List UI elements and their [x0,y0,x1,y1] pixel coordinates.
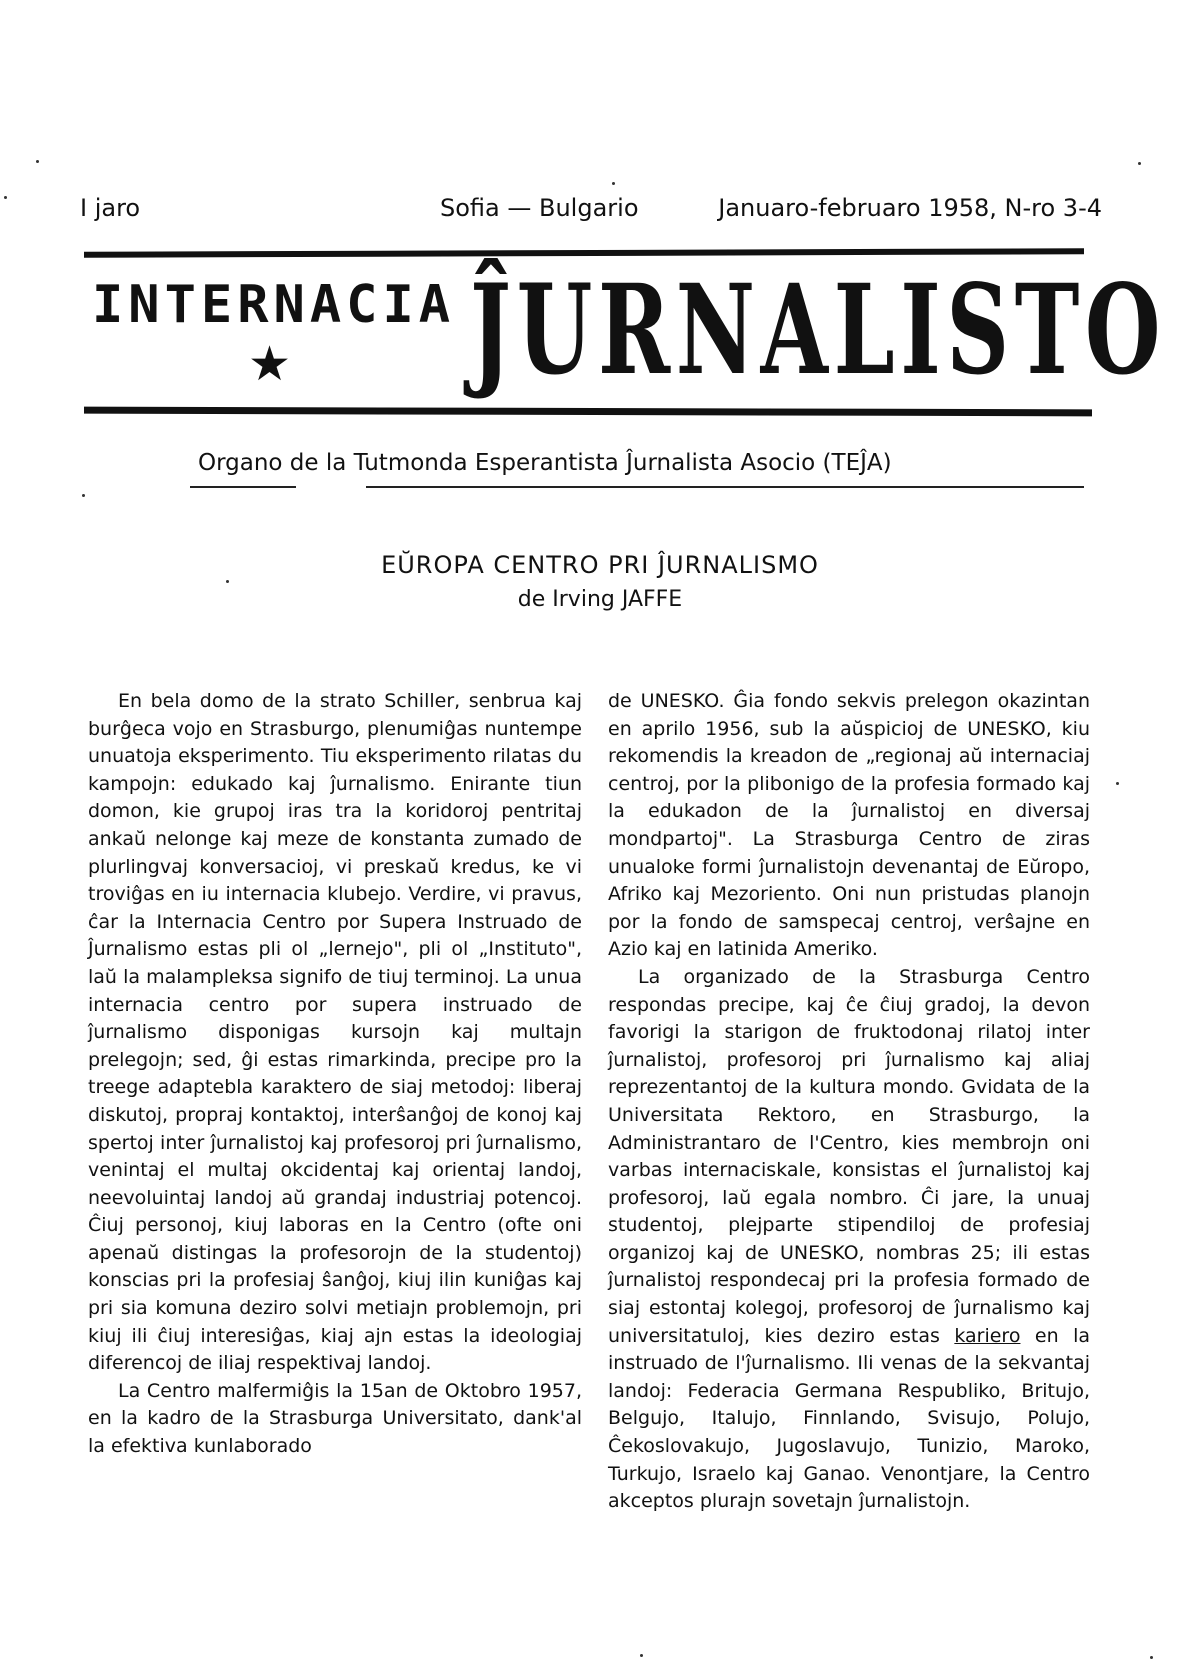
scan-speck [36,160,39,163]
scan-speck [82,494,85,497]
header-info-row [80,188,1102,228]
paragraph: En bela domo de la strato Schiller, senbrua kaj burĝeca vojo en Strasburgo, plenumiĝas nuntempe unuatoja eksperimento. Tiu eksperimento rilatas du kampojn: edukado kaj ĵurnalismo. Enirante tiun domon, kie grupoj iras tra la koridoroj pentritaj ankaŭ nelonge kaj meze de konstanta zumado de plurlingvaj konversacioj, vi preskaŭ kredus, ke vi troviĝas en iu internacia klubejo. Verdire, vi pravus, ĉar la Internacia Centro por Supera Instruado de Ĵurnalismo estas pli ol „lernejo", pli ol „Instituto", laŭ la malampleksa signifo de tiuj terminoj. La unua internacia centro por supera instruado de ĵurnalismo disponigas kursojn kaj multajn prelegojn; sed, ĝi estas rimarkinda, precipe pro la treege adaptebla karaktero de siaj metodoj: liberaj diskutoj, propraj kontaktoj, interŝanĝoj de konoj kaj spertoj inter ĵurnalistoj kaj profesoroj pri ĵurnalismo, venintaj el multaj okcidentaj kaj orientaj landoj, neevoluintaj landoj aŭ grandaj industriaj potencoj. Ĉiuj personoj, kiuj laboras en la Centro (ofte oni apenaŭ distingas la profesorojn de la studentoj) konscias pri la profesiaj ŝanĝoj, kiuj ilin kuniĝas kaj pri sia komuna deziro solvi metiajn problemojn, pri kiuj ili ĉiuj interesiĝas, kiaj ajn estas la ideologiaj diferencoj de iliaj respektivaj landoj. [88,690,582,1375]
issue-date-number: Januaro-februaro 1958, N-ro 3-4 [718,194,1102,222]
scan-speck [640,1654,643,1657]
text-span: en la instruado de l'ĵurnalismo. Ili venas de la sekvantaj landoj: Federacia Germana Respubliko, Britujo, Belgujo, Italujo, Finnlando, Svisujo, Polujo, Ĉekoslovakujo, Jugoslavujo, Tunizio, Maroko, Turkujo, Israelo kaj Ganao. Venontjare, la Centro akceptos plurajn sovetajn ĵurnalistojn. [608,1324,1091,1513]
masthead-internacia: INTERNACIA [92,275,456,335]
article-column-right [608,688,1090,1516]
masthead-jurnalisto: ĴURNALISTO [470,258,1167,403]
scan-speck [226,580,229,583]
scan-speck [1150,1656,1153,1659]
subtitle-rule-right [366,486,1084,488]
underlined-word: kariero [954,1324,1021,1347]
paragraph: La Centro malfermiĝis la 15an de Oktobro 1957, en la kadro de la Strasburga Universitato, dank'al la efektiva kunlaborado [88,1379,582,1458]
scan-speck [1116,782,1119,785]
text-span: La organizado de la Strasburga Centro respondas precipe, kaj ĉe ĉiuj gradoj, la devon favorigi la starigon de fruktodonaj rilatoj inter ĵurnalistoj, profesoroj pri ĵurnalismo kaj aliaj reprezentantoj de la kultura mondo. Gvidata de la Universitata Rektoro, en Strasburgo, la Administrantaro de l'Centro, kies membrojn oni varbas internaciskale, konsistas el ĵurnalistoj kaj profesoroj, laŭ egala nombro. Ĉi jare, la unuaj studentoj, plejparte stipendiloj de profesiaj organizoj kaj de UNESKO, nombras 25; ili estas ĵurnalistoj respondecaj pri la profesia formado de siaj estontaj kolegoj, profesoroj de ĵurnalismo kaj universitatuloj, kies deziro estas [608,965,1090,1347]
subtitle-rule-left [190,486,296,488]
article-column-left [88,688,582,1461]
organ-subtitle: Organo de la Tutmonda Esperantista Ĵurnalista Asocio (TEĴA) [198,450,892,476]
paragraph [608,964,1090,1516]
scan-speck [1138,162,1141,165]
scan-speck [612,182,615,185]
volume-year: I jaro [80,194,141,222]
article-title: EŬROPA CENTRO PRI ĴURNALISMO [381,551,819,579]
article-byline: de Irving JAFFE [517,587,683,612]
masthead-bottom-rule [84,407,1092,417]
scan-speck [4,196,7,199]
publication-place: Sofia — Bulgario [440,194,639,222]
star-icon: ★ [248,336,292,392]
paragraph: de UNESKO. Ĝia fondo sekvis prelegon okazintan en aprilo 1956, sub la aŭspicioj de UNESKO, kiu rekomendis la kreadon de „regionaj aŭ internaciaj centroj, por la plibonigo de la profesia formado kaj la edukadon de la ĵurnalistoj en diversaj mondpartoj". La Strasburga Centro de ziras unualoke formi ĵurnalistojn devenantaj de Eŭropo, Afriko kaj Mezoriento. Oni nun pristudas planojn por la fondo de samspecaj centroj, verŝajne en Azio kaj en latinida Ameriko. [608,690,1090,961]
